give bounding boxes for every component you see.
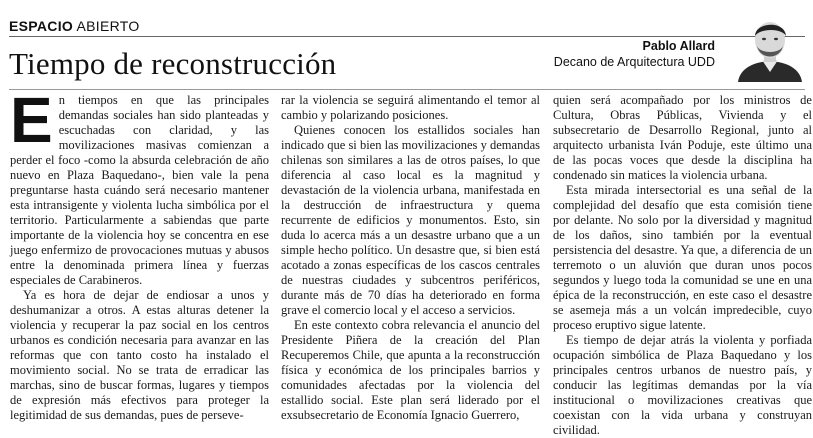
paragraph: Es tiempo de dejar atrás la violenta y porfiada ocupación simbólica de Plaza Baquedano y los principales centros urbanos de nuestro país, y conducir las legítimas demandas por la vía institucional o movilizaciones creativas que coexistan con la vida urbana y construyan civilidad.: [553, 333, 812, 437]
article-headline: Tiempo de reconstrucción: [9, 46, 337, 81]
byline: [455, 38, 715, 70]
paragraph: rar la violencia se seguirá alimentando el temor al cambio y polarizando posiciones.: [281, 93, 540, 122]
author-name: Pablo Allard: [642, 39, 715, 53]
section-label: [9, 18, 140, 34]
paragraph: quien será acompañado por los ministros de Cultura, Obras Públicas, Vivienda y el subsecretario de Desarrollo Regional, junto al arquitecto urbanista Iván Poduje, este último una de las pocas voces que desde la disciplina ha condenado sin matices la violencia urbana.: [553, 93, 812, 182]
top-rule: [9, 36, 805, 37]
dropcap: E: [10, 84, 53, 156]
author-role: Decano de Arquitectura UDD: [553, 55, 715, 69]
paragraph: Ya es hora de dejar de endiosar a unos y deshumanizar a otros. A estas alturas detener la violencia y recuperar la paz social en los centros urbanos es condición necesaria para avanzar en las reformas que con tanto costo ha instalado el movimiento social. No se trata de erradicar las marchas, sino de buscar formas, lugares y tiempos de expresión más efectivos para proteger la legitimidad de sus demandas, pues de perseve-: [10, 288, 269, 422]
article-column-2: [281, 93, 540, 423]
article-column-1: [10, 84, 269, 423]
section-label-light: ABIERTO: [76, 18, 140, 34]
paragraph: n tiempos en que las principales demandas sociales han sido planteadas y escuchadas con claridad, y las movilizaciones masivas comienzan a perder el foco -como la absurda celebración de año nuevo en Plaza Baquedano-, bien vale la pena preguntarse hasta cuándo será necesario mantener esta intransigente y violenta lucha simbólica por el territorio. Particularmente a sabiendas que parte importante de la violencia hoy se concentra en ese juego enfermizo de provocaciones mutuas y abusos entre la denominada primera línea y fuerzas especiales de Carabineros.: [10, 93, 269, 287]
author-portrait: [730, 16, 810, 82]
section-label-bold: ESPACIO: [9, 18, 74, 34]
header-rule: [9, 89, 805, 90]
paragraph: Esta mirada intersectorial es una señal de la complejidad del desafío que esta comisión tiene por delante. No solo por la diversidad y magnitud de los daños, sino también por la eventual persistencia del desastre. Ya que, a diferencia de un terremoto o un aluvión que duran unos pocos segundos y luego toda la comunidad se une en una épica de la reconstrucción, en este caso el desastre se asemeja más a un volcán impredecible, cuyo proceso eruptivo sigue latente.: [553, 183, 812, 332]
paragraph: En este contexto cobra relevancia el anuncio del Presidente Piñera de la creación del Plan Recuperemos Chile, que apunta a la reconstrucción física y económica de los principales barrios y comunidades afectadas por la violencia del estallido social. Este plan será liderado por el exsubsecretario de Economía Ignacio Guerrero,: [281, 318, 540, 422]
article-column-3: [553, 93, 812, 438]
paragraph: Quienes conocen los estallidos sociales han indicado que si bien las movilizaciones y demandas chilenas son similares a las de otros países, lo que diferencia al caso local es la magnitud y devastación de la violencia urbana, manifestada en la destrucción de infraestructura y quema recurrente de edificios y monumentos. Esto, sin duda lo acerca más a un desastre urbano que a un simple hecho político. Un desastre que, si bien está acotado a zonas específicas de los cascos centrales de nuestras ciudades y subcentros periféricos, durante más de 70 días ha deteriorado en forma grave el comercio local y el acceso a servicios.: [281, 123, 540, 317]
